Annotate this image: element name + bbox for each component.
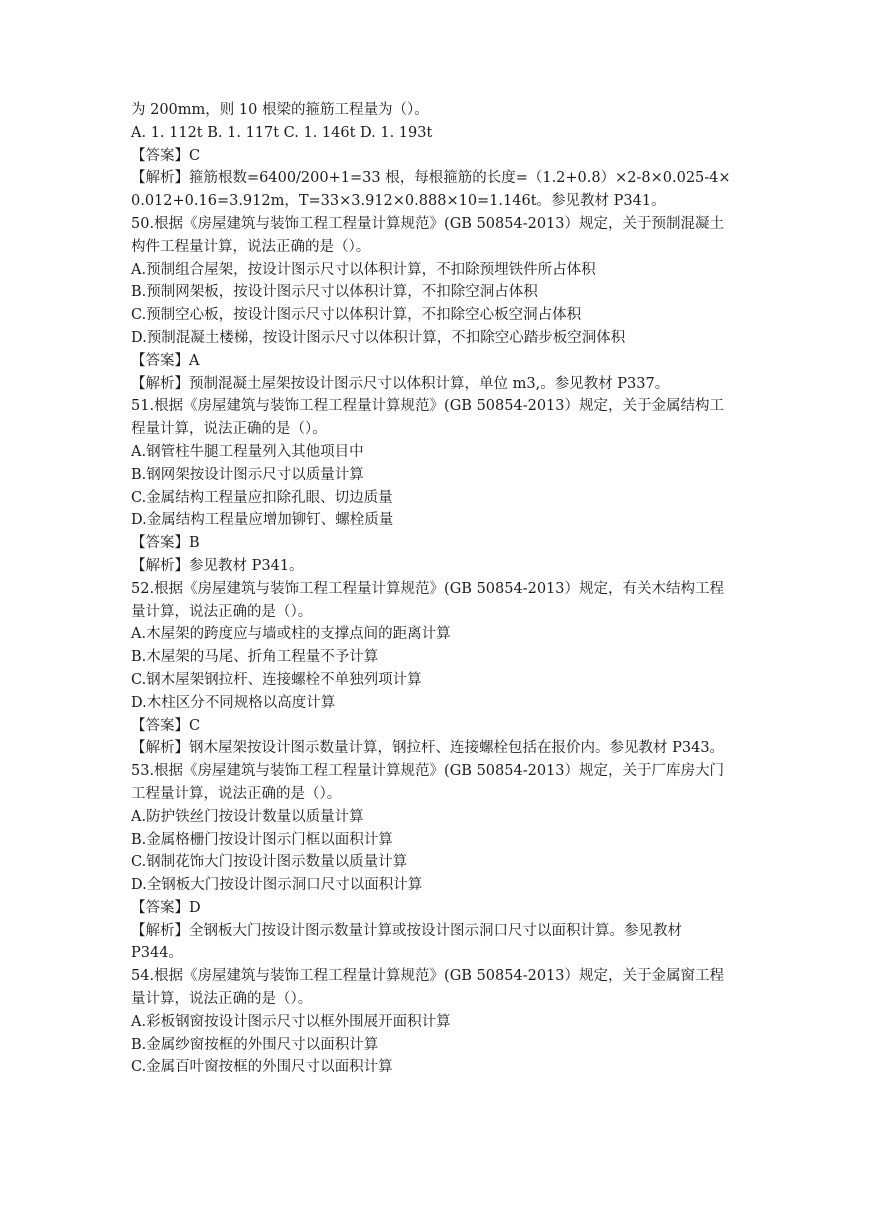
text-line: A.彩板钢窗按设计图示尺寸以框外围展开面积计算	[131, 1013, 451, 1030]
text-line: 51.根据《房屋建筑与装饰工程工程量计算规范》(GB 50854-2013）规定，关于金属结构工	[131, 398, 724, 415]
text-line: 【答案】D	[131, 899, 201, 916]
text-line: B.金属格栅门按设计图示门框以面积计算	[131, 831, 393, 848]
text-line: C.预制空心板，按设计图示尺寸以体积计算，不扣除空心板空洞占体积	[131, 307, 582, 324]
text-line: 【答案】C	[131, 717, 201, 734]
text-line: 0.012+0.16=3.912m，T=33×3.912×0.888×10=1.146t。参见教材 P341。	[131, 193, 666, 210]
text-line: 【答案】B	[131, 535, 200, 552]
text-line: 【解析】参见教材 P341。	[131, 557, 304, 574]
text-line: 构件工程量计算，说法正确的是（）。	[131, 238, 371, 255]
text-line: 50.根据《房屋建筑与装饰工程工程量计算规范》(GB 50854-2013）规定，关于预制混凝土	[131, 215, 724, 232]
text-line: 量计算，说法正确的是（）。	[131, 991, 313, 1008]
text-line: 【答案】A	[131, 352, 200, 369]
text-line: B.金属纱窗按框的外围尺寸以面积计算	[131, 1036, 379, 1053]
text-line: A.钢管柱牛腿工程量列入其他项目中	[131, 443, 364, 460]
text-line: D.全钢板大门按设计图示洞口尺寸以面积计算	[131, 877, 423, 894]
text-line: B.预制网架板，按设计图示尺寸以体积计算，不扣除空洞占体积	[131, 284, 538, 301]
text-line: 量计算，说法正确的是（）。	[131, 603, 313, 620]
text-line: 【解析】箍筋根数=6400/200+1=33 根，每根箍筋的长度=（1.2+0.8）×2-8×0.025-4×	[131, 170, 731, 187]
text-line: B.钢网架按设计图示尺寸以质量计算	[131, 466, 364, 483]
text-line: A. 1. 112t B. 1. 117t C. 1. 146t D. 1. 193t	[131, 124, 433, 141]
text-line: D.预制混凝土楼梯，按设计图示尺寸以体积计算，不扣除空心踏步板空洞体积	[131, 329, 626, 346]
text-line: C.金属百叶窗按框的外围尺寸以面积计算	[131, 1059, 393, 1076]
text-line: A.木屋架的跨度应与墙或柱的支撑点间的距离计算	[131, 626, 451, 643]
text-line: 工程量计算，说法正确的是（）。	[131, 785, 342, 802]
text-line: C.钢制花饰大门按设计图示数量以质量计算	[131, 854, 408, 871]
text-line: 53.根据《房屋建筑与装饰工程工程量计算规范》(GB 50854-2013）规定，关于厂库房大门	[131, 763, 724, 780]
text-line: D.木柱区分不同规格以高度计算	[131, 694, 336, 711]
document-body	[131, 99, 746, 1079]
text-line: D.金属结构工程量应增加铆钉、螺栓质量	[131, 512, 394, 529]
text-line: 【解析】预制混凝土屋架按设计图示尺寸以体积计算，单位 m3,。参见教材 P337。	[131, 375, 670, 392]
text-line: 为 200mm，则 10 根梁的箍筋工程量为（）。	[131, 102, 429, 118]
text-line: A.预制组合屋架，按设计图示尺寸以体积计算，不扣除预埋铁件所占体积	[131, 261, 596, 278]
text-line: 【解析】钢木屋架按设计图示数量计算，钢拉杆、连接螺栓包括在报价内。参见教材 P343。	[131, 740, 725, 757]
text-line: 【答案】C	[131, 147, 201, 164]
text-line: P344。	[131, 945, 183, 962]
text-line: 52.根据《房屋建筑与装饰工程工程量计算规范》(GB 50854-2013）规定，有关木结构工程	[131, 580, 724, 597]
text-line: B.木屋架的马尾、折角工程量不予计算	[131, 649, 379, 666]
text-line: 【解析】全钢板大门按设计图示数量计算或按设计图示洞口尺寸以面积计算。参见教材	[131, 922, 682, 939]
text-line: 程量计算，说法正确的是（）。	[131, 421, 327, 438]
text-line: A.防护铁丝门按设计数量以质量计算	[131, 808, 364, 825]
text-line: C.钢木屋架钢拉杆、连接螺栓不单独列项计算	[131, 671, 422, 688]
text-line: 54.根据《房屋建筑与装饰工程工程量计算规范》(GB 50854-2013）规定，关于金属窗工程	[131, 968, 724, 985]
text-line: C.金属结构工程量应扣除孔眼、切边质量	[131, 489, 393, 506]
